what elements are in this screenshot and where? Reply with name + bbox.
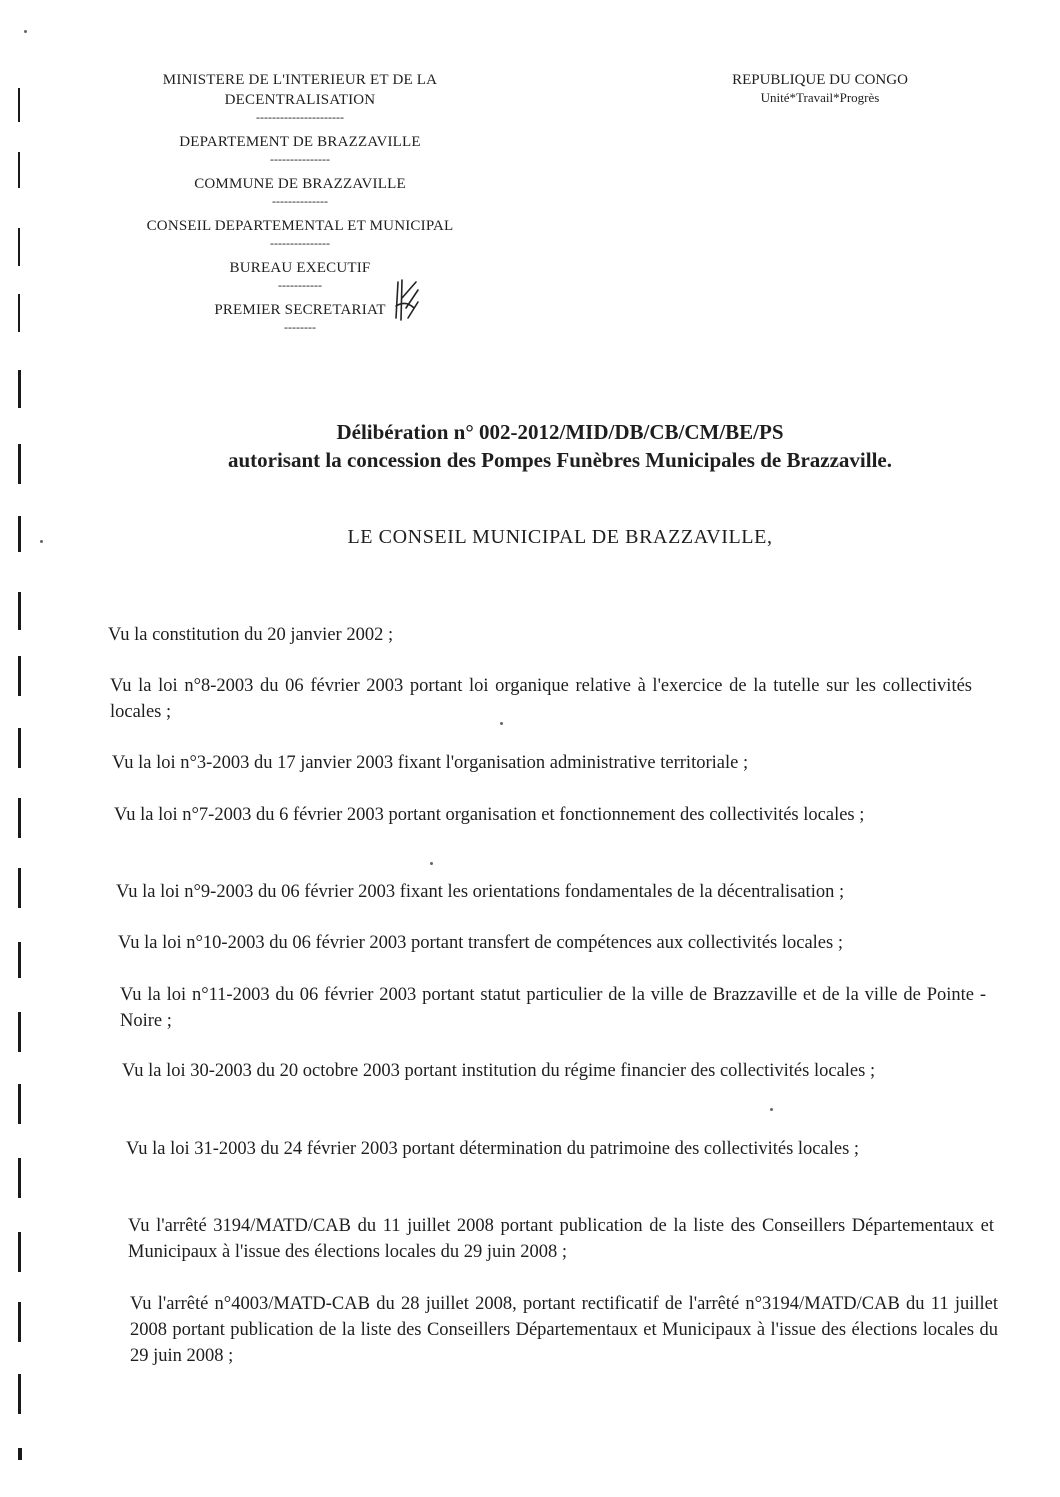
secretariat-name: PREMIER SECRETARIAT xyxy=(214,302,386,318)
visa-item: Vu l'arrêté n°4003/MATD-CAB du 28 juillet 2008, portant rectificatif de l'arrêté n°3194/MATD/CAB du 11 juillet 2008 portant publication de la liste des Conseillers Départementaux et Municipaux à l'issue des élections locales du 29 juin 2008 ; xyxy=(130,1294,998,1366)
council-heading: LE CONSEIL MUNICIPAL DE BRAZZAVILLE, xyxy=(347,526,773,548)
visa-item: Vu la loi n°11-2003 du 06 février 2003 portant statut particulier de la ville de Brazzaville et de la ville de Pointe -Noire ; xyxy=(120,985,986,1031)
separator: ----------- xyxy=(278,278,322,292)
national-motto: Unité*Travail*Progrès xyxy=(760,90,880,105)
visa-item: Vu la constitution du 20 janvier 2002 ; xyxy=(108,625,394,645)
visa-item: Vu la loi n°3-2003 du 17 janvier 2003 fixant l'organisation administrative territoriale ; xyxy=(112,753,749,773)
visa-item: Vu l'arrêté 3194/MATD/CAB du 11 juillet 2008 portant publication de la liste des Conseillers Départementaux et Municipaux à l'issue des élections locales du 29 juin 2008 ; xyxy=(128,1216,994,1262)
visa-item: Vu la loi n°9-2003 du 06 février 2003 fixant les orientations fondamentales de la décentralisation ; xyxy=(116,882,845,902)
bureau-name: BUREAU EXECUTIF xyxy=(229,260,371,276)
department-name: DEPARTEMENT DE BRAZZAVILLE xyxy=(179,134,421,150)
deliberation-number: Délibération n° 002-2012/MID/DB/CB/CM/BE/PS xyxy=(336,420,784,444)
separator: --------------- xyxy=(270,152,330,166)
visa-item: Vu la loi n°7-2003 du 6 février 2003 portant organisation et fonctionnement des collectivités locales ; xyxy=(114,805,865,825)
ministry-name: MINISTERE DE L'INTERIEUR ET DE LA DECENTRALISATION xyxy=(162,72,438,108)
council-name: CONSEIL DEPARTEMENTAL ET MUNICIPAL xyxy=(146,218,454,234)
separator: -------- xyxy=(284,320,316,334)
separator: ---------------------- xyxy=(256,110,344,124)
deliberation-subject: autorisant la concession des Pompes Funèbres Municipales de Brazzaville. xyxy=(227,448,892,472)
separator: --------------- xyxy=(270,236,330,250)
republic-name: REPUBLIQUE DU CONGO xyxy=(732,72,908,88)
visa-item: Vu la loi n°10-2003 du 06 février 2003 portant transfert de compétences aux collectivités locales ; xyxy=(118,933,843,953)
visa-item: Vu la loi 31-2003 du 24 février 2003 portant détermination du patrimoine des collectivités locales ; xyxy=(126,1139,860,1159)
separator: -------------- xyxy=(272,194,328,208)
visa-item: Vu la loi n°8-2003 du 06 février 2003 portant loi organique relative à l'exercice de la tutelle sur les collectivités locales ; xyxy=(110,676,972,722)
visa-item: Vu la loi 30-2003 du 20 octobre 2003 portant institution du régime financier des collectivités locales ; xyxy=(122,1061,876,1081)
commune-name: COMMUNE DE BRAZZAVILLE xyxy=(194,176,406,192)
